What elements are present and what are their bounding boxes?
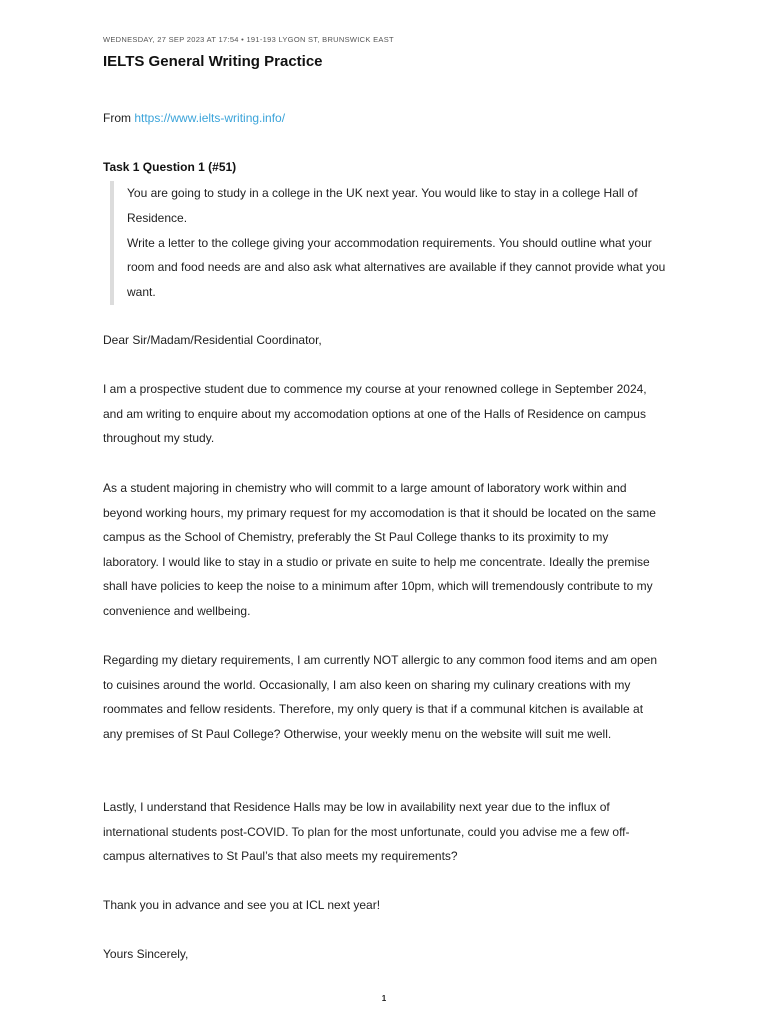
letter-signoff: Yours Sincerely, [103, 947, 189, 961]
letter-greeting: Dear Sir/Madam/Residential Coordinator, [103, 333, 322, 347]
source-prefix: From [103, 111, 135, 125]
task-heading: Task 1 Question 1 (#51) [103, 160, 237, 174]
page-number: 1 [381, 994, 387, 1003]
letter-paragraph-1: I am a prospective student due to commence my course at your renowned college in September 2024, and am writing to enquire about my accomodation options at one of the Halls of Residence on campus throughout my study. [103, 382, 647, 446]
task-prompt-line-1: You are going to study in a college in the UK next year. You would like to stay in a college Hall of Residence. [127, 186, 638, 225]
page-title: IELTS General Writing Practice [103, 53, 323, 70]
source-line [103, 111, 285, 125]
letter-paragraph-3: Regarding my dietary requirements, I am currently NOT allergic to any common food items and am open to cuisines around the world. Occasionally, I am also keen on sharing my culinary creations with my roommates and fellow residents. Therefore, my only query is that if a communal kitchen is available at any premises of St Paul College? Otherwise, your weekly menu on the website will suit me well. [103, 653, 658, 741]
letter-paragraph-2: As a student majoring in chemistry who will commit to a large amount of laboratory work within and beyond working hours, my primary request for my accomodation is that it should be located on the same campus as the School of Chemistry, preferably the St Paul College thanks to its proximity to my laboratory. I would like to stay in a studio or private en suite to help me concentrate. Ideally the premise shall have policies to keep the noise to a minimum after 10pm, which will tremendously contribute to my convenience and wellbeing. [103, 481, 656, 618]
task-prompt-line-2: Write a letter to the college giving your accommodation requirements. You should outline what your room and food needs are and also ask what alternatives are available if they cannot provide what you want. [127, 235, 666, 300]
letter-paragraph-4: Lastly, I understand that Residence Halls may be low in availability next year due to the influx of international students post-COVID. To plan for the most unfortunate, could you advise me a few off-campus alternatives to St Paul’s that also meets my requirements? [103, 800, 630, 864]
source-link[interactable]: https://www.ielts-writing.info/ [134, 111, 286, 125]
task-prompt-quote [110, 181, 677, 305]
entry-date-location: WEDNESDAY, 27 SEP 2023 AT 17:54 • 191-193 LYGON ST, BRUNSWICK EAST [103, 35, 394, 44]
letter-thanks: Thank you in advance and see you at ICL next year! [103, 898, 381, 912]
